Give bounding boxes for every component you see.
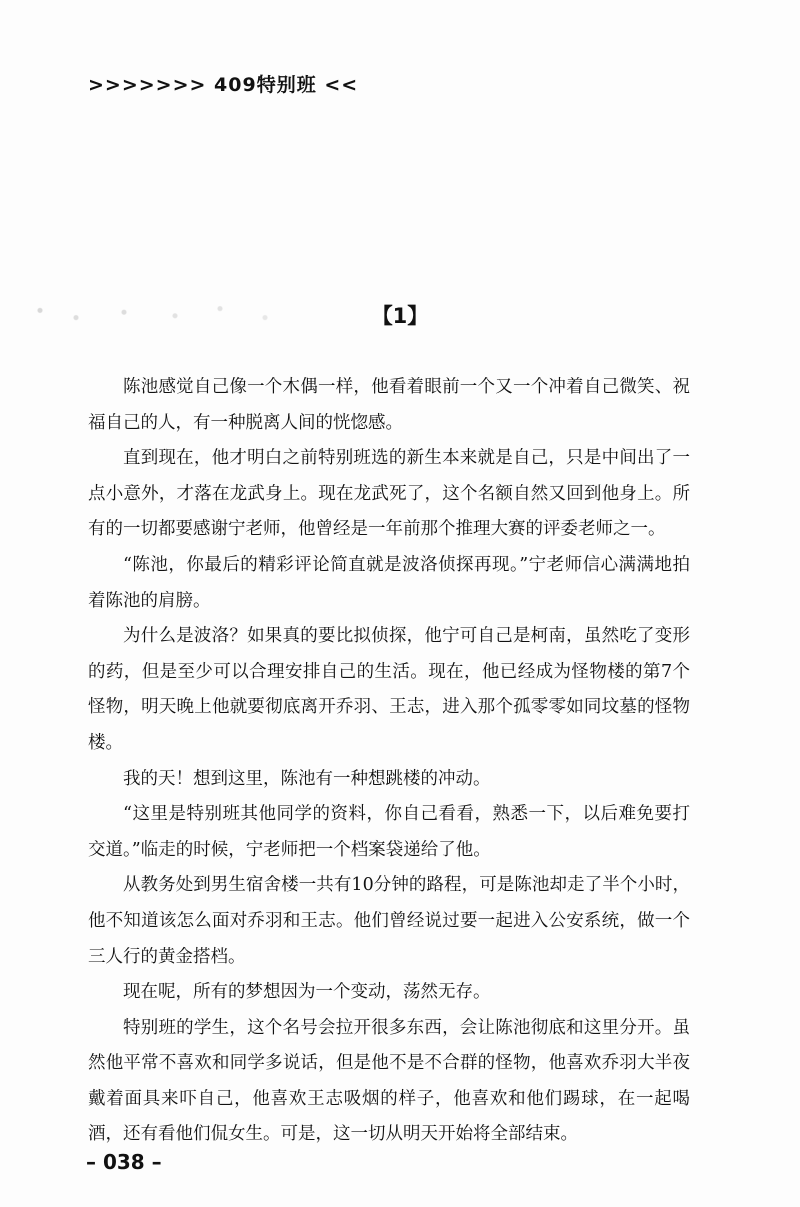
paragraph: 为什么是波洛？如果真的要比拟侦探，他宁可自己是柯南，虽然吃了变形的药，但是至少可以合理安排自己的生活。现在，他已经成为怪物楼的第7个怪物，明天晚上他就要彻底离开乔羽、王志，进入那个孤零零如同坟墓的怪物楼。	[88, 626, 690, 753]
paragraph: 直到现在，他才明白之前特别班选的新生本来就是自己，只是中间出了一点小意外，才落在龙武身上。现在龙武死了，这个名额自然又回到他身上。所有的一切都要感谢宁老师，他曾经是一年前那个推理大赛的评委老师之一。	[88, 448, 690, 540]
chapter-heading: 【1】	[371, 304, 429, 328]
paragraph: “这里是特别班其他同学的资料，你自己看看，熟悉一下，以后难免要打交道。”临走的时候，宁老师把一个档案袋递给了他。	[88, 804, 690, 860]
running-header: >>>>>>> 409特别班 <<	[88, 74, 359, 96]
body-text	[88, 370, 690, 1153]
paragraph: 特别班的学生，这个名号会拉开很多东西，会让陈池彻底和这里分开。虽然他平常不喜欢和同学多说话，但是他不是不合群的怪物，他喜欢乔羽大半夜戴着面具来吓自己，他喜欢王志吸烟的样子，他喜欢和他们踢球，在一起喝酒，还有看他们侃女生。可是，这一切从明天开始将全部结束。	[88, 1017, 690, 1145]
paragraph: 我的天！想到这里，陈池有一种想跳楼的冲动。	[123, 768, 491, 789]
paragraph: “陈池，你最后的精彩评论简直就是波洛侦探再现。”宁老师信心满满地拍着陈池的肩膀。	[88, 554, 690, 611]
page-number: – 038 –	[86, 1150, 162, 1174]
paragraph: 从教务处到男生宿舍楼一共有10分钟的路程，可是陈池却走了半个小时，他不知道该怎么面对乔羽和王志。他们曾经说过要一起进入公安系统，做一个三人行的黄金搭档。	[88, 875, 690, 967]
paragraph: 陈池感觉自己像一个木偶一样，他看着眼前一个又一个冲着自己微笑、祝福自己的人，有一种脱离人间的恍惚感。	[88, 377, 690, 433]
paragraph: 现在呢，所有的梦想因为一个变动，荡然无存。	[123, 982, 491, 1003]
